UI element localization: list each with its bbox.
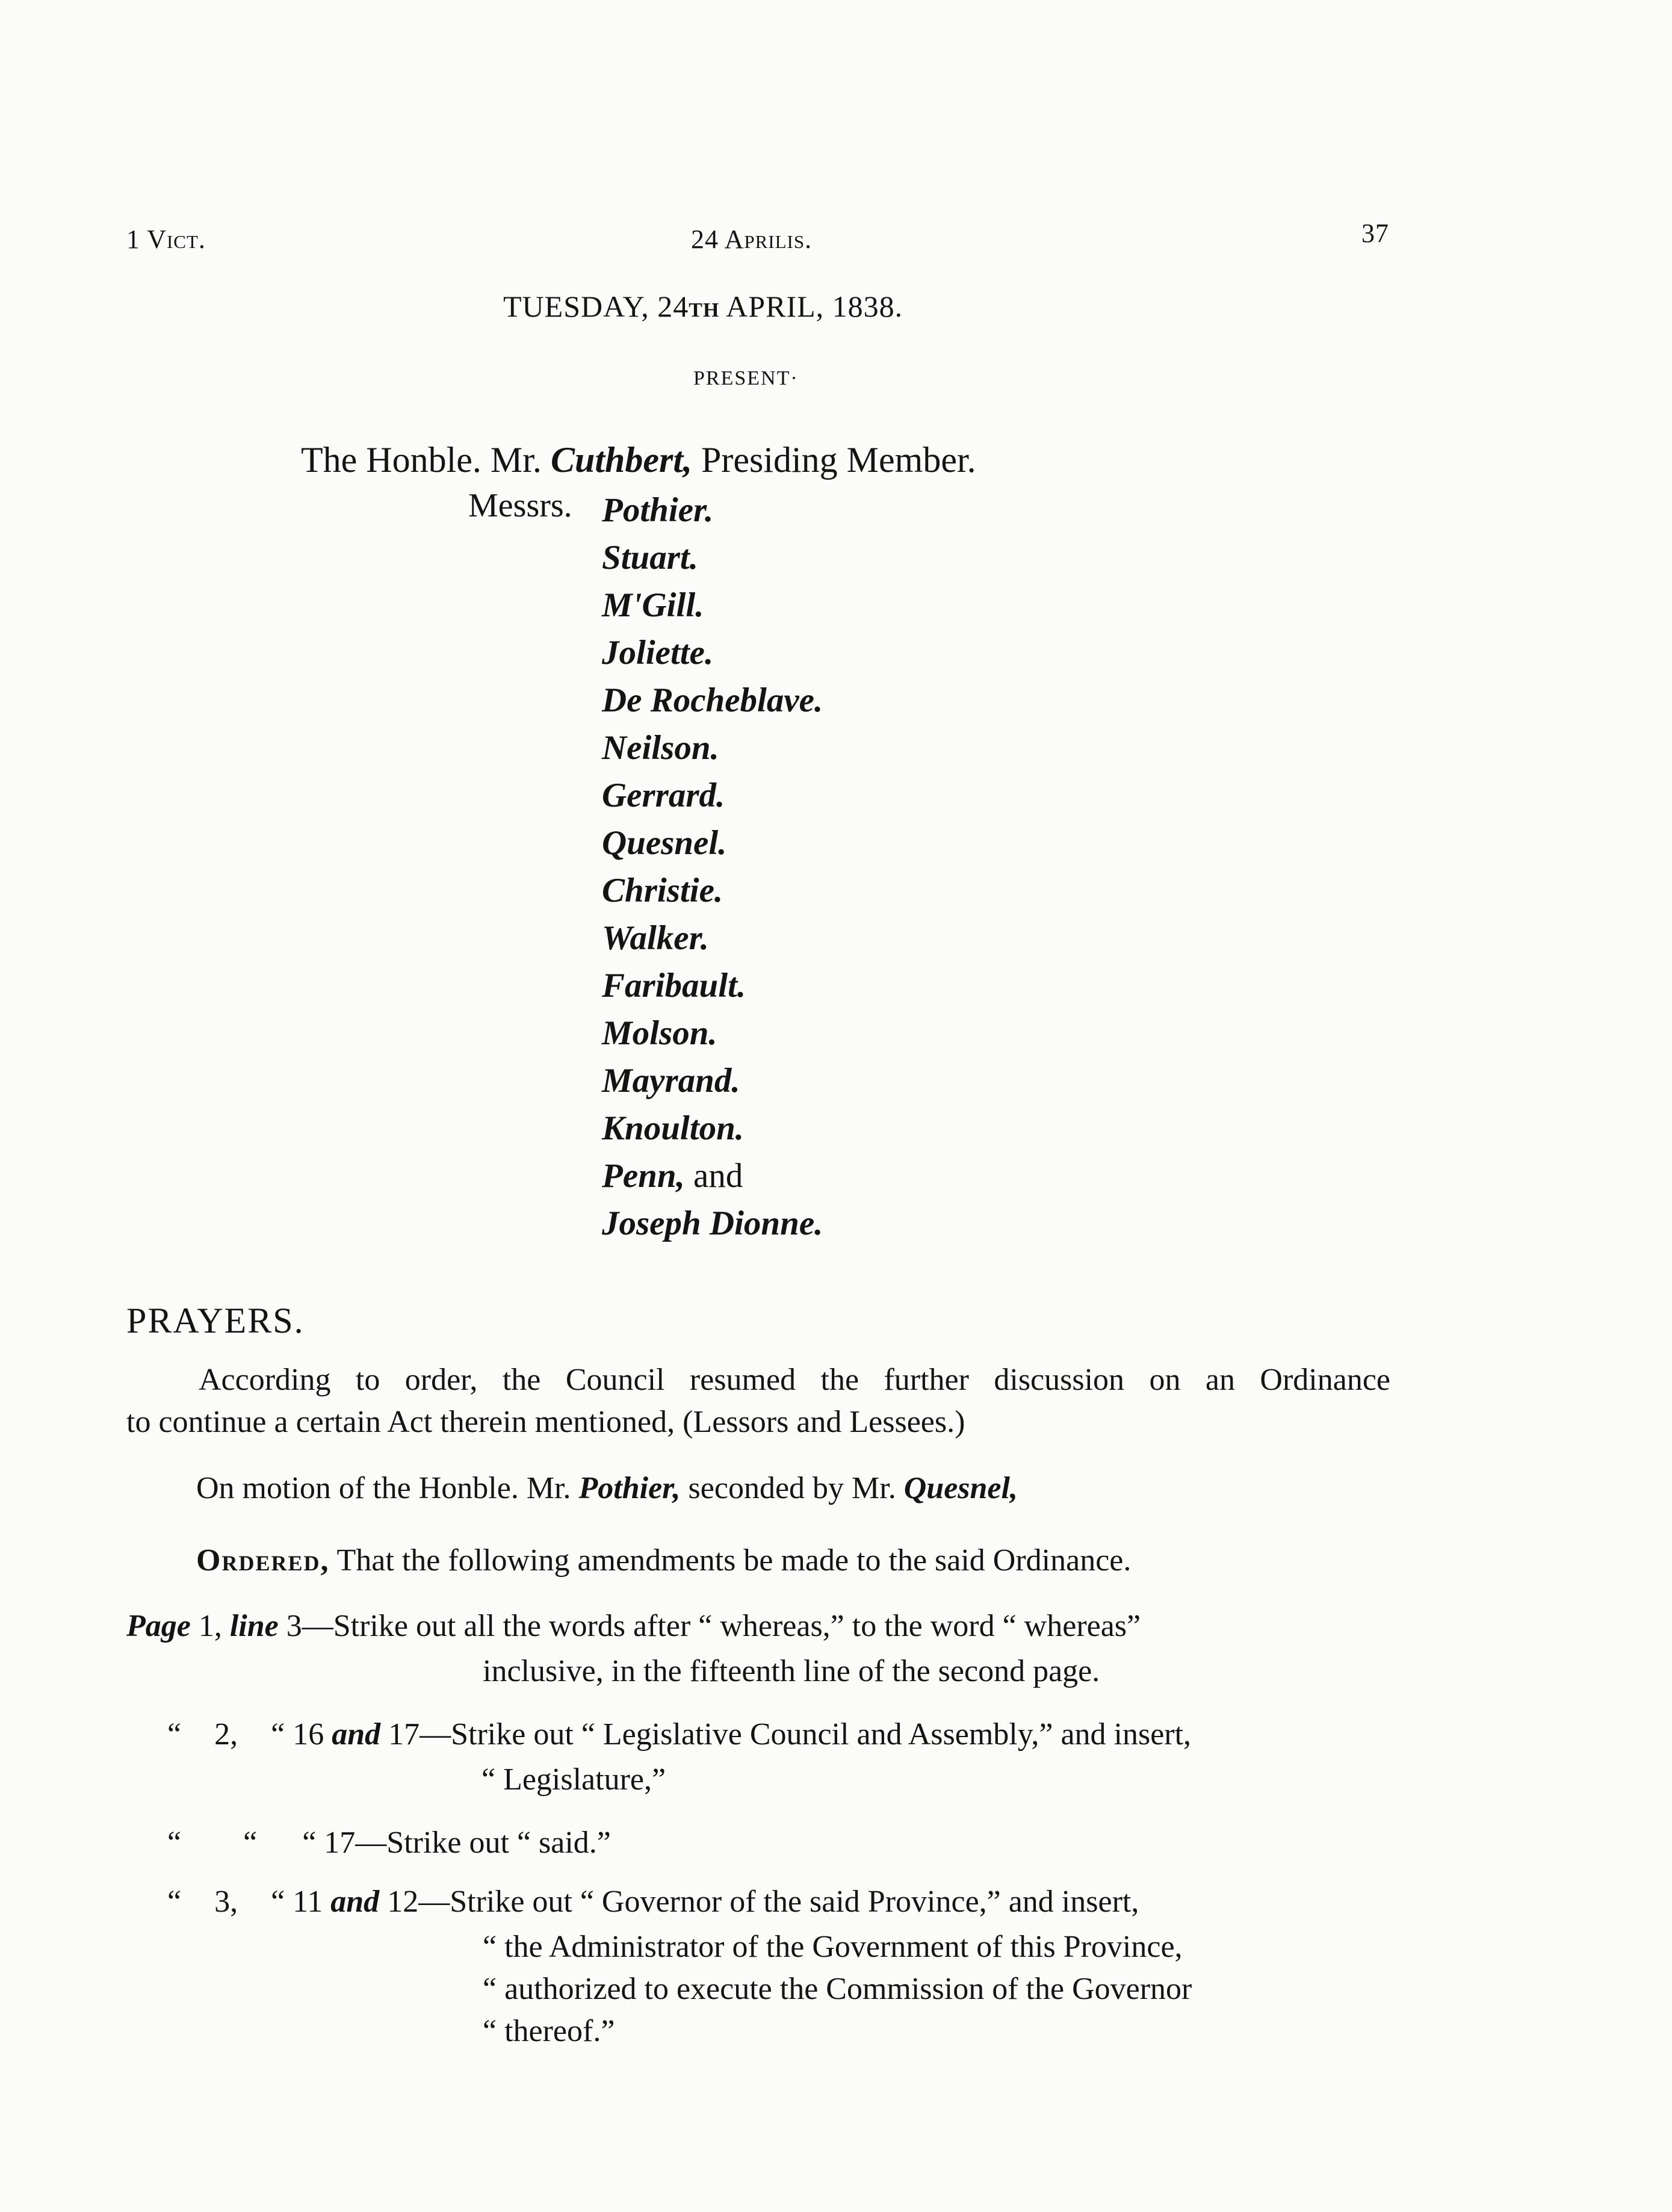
presiding-prefix: The Honble. Mr. [301, 440, 542, 480]
page-word: Page [126, 1609, 191, 1643]
member-name: Christie. [602, 872, 723, 909]
ditto-mark: “ [167, 1826, 182, 1860]
mover-name: Pothier, [578, 1471, 681, 1505]
ordered-line [196, 1540, 1131, 1582]
and-word: and [332, 1717, 381, 1752]
member-and: and [693, 1157, 743, 1195]
title-day: TUESDAY, 24 [503, 290, 689, 323]
prayers-heading: PRAYERS. [126, 1301, 305, 1340]
header-regnal-year: 1 Vict. [126, 225, 206, 254]
amendment-text: 17—Strike out “ Legislative Council and Assembly,” and insert, [388, 1717, 1192, 1752]
header-date: 24 Aprilis. [691, 225, 813, 254]
ditto-mark: “ [243, 1826, 258, 1860]
amendment-text: 12—Strike out “ Governor of the said Province,” and insert, [387, 1885, 1139, 1919]
amendment-continuation: “ Legislature,” [481, 1762, 666, 1797]
amendment-line: 16 [293, 1717, 324, 1752]
amendment-text: 3—Strike out all the words after “ whereas,” to the word “ whereas” [286, 1609, 1141, 1643]
amendment-continuation: inclusive, in the fifteenth line of the second page. [483, 1654, 1100, 1688]
seconder-name: Quesnel, [903, 1471, 1018, 1505]
member-name: Neilson. [602, 729, 719, 767]
member-name-with-and [602, 1152, 823, 1200]
line-word: line [229, 1609, 279, 1643]
paragraph-line: According to order, the Council resumed the further discussion on an Ordinance [199, 1363, 1390, 1397]
member-name: M'Gill. [602, 586, 704, 624]
ordered-text: That the following amendments be made to the said Ordinance. [336, 1543, 1132, 1578]
messrs-label: Messrs. [468, 487, 572, 524]
amendment-text: 17—Strike out “ said.” [324, 1826, 611, 1860]
motion-mid: seconded by Mr. [688, 1471, 896, 1505]
amendment-page: 3, [214, 1885, 238, 1919]
amendment-1 [126, 1608, 1141, 1644]
ditto-mark: “ [167, 1885, 182, 1919]
ordered-label: Ordered, [196, 1543, 330, 1578]
present-label: PRESENT· [693, 367, 799, 389]
presiding-member-line [301, 439, 976, 481]
paragraph-line: to continue a certain Act therein mentioned, (Lessors and Lessees.) [126, 1405, 965, 1439]
ditto-mark: “ [271, 1717, 285, 1752]
ditto-mark: “ [167, 1717, 182, 1752]
member-name: Joliette. [602, 634, 714, 672]
member-name: Gerrard. [602, 776, 725, 814]
member-name: Faribault. [602, 967, 746, 1005]
page-number: 37 [1361, 218, 1389, 248]
session-date-title [503, 289, 903, 324]
and-word: and [330, 1885, 380, 1919]
motion-prefix: On motion of the Honble. Mr. [196, 1471, 571, 1505]
ditto-mark: “ [302, 1826, 317, 1860]
member-name: Pothier. [602, 491, 714, 529]
member-name: Walker. [602, 919, 709, 957]
title-suffix: TH [689, 299, 720, 321]
members-list [602, 491, 823, 1247]
amendment-page: 2, [214, 1717, 238, 1752]
member-name: Stuart. [602, 539, 699, 577]
amendment-page: 1, [198, 1609, 222, 1643]
presiding-suffix: Presiding Member. [701, 440, 976, 480]
member-name: Joseph Dionne. [602, 1204, 823, 1242]
member-name: Quesnel. [602, 824, 727, 862]
amendment-continuation: “ authorized to execute the Commission of the Governor [483, 1972, 1192, 2006]
member-name: De Rocheblave. [602, 681, 823, 719]
member-name: Molson. [602, 1014, 717, 1052]
amendment-line: 11 [293, 1885, 323, 1919]
amendment-4 [167, 1884, 1139, 1919]
member-name: Knoulton. [602, 1109, 745, 1147]
amendment-3 [167, 1825, 611, 1860]
amendment-continuation: “ thereof.” [483, 2014, 615, 2048]
member-name: Penn, [602, 1157, 685, 1195]
amendment-2 [167, 1717, 1191, 1752]
motion-line [196, 1467, 1018, 1510]
ditto-mark: “ [271, 1885, 285, 1919]
member-name: Mayrand. [602, 1062, 740, 1100]
title-rest: APRIL, 1838. [726, 290, 903, 323]
amendment-continuation: “ the Administrator of the Government of this Province, [483, 1930, 1183, 1964]
presiding-name: Cuthbert, [550, 440, 693, 480]
